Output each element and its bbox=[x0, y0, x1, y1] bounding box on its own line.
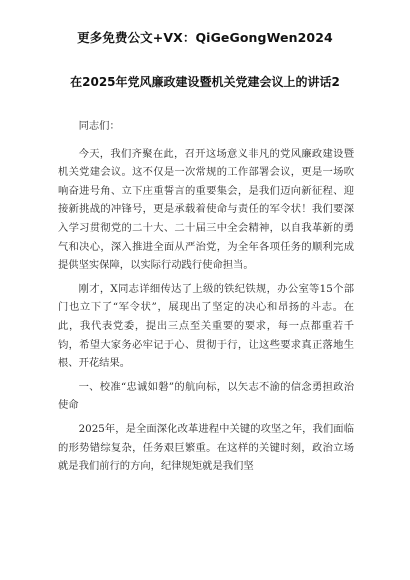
paragraph-section-1: 2025年，是全面深化改革进程中关键的攻坚之年，我们面临的形势错综复杂，任务艰巨繁重。在这样的关键时刻，政治立场就是我们前行的方向，纪律规矩就是我们坚 bbox=[58, 422, 354, 473]
document-body bbox=[58, 117, 354, 481]
promo-header: 更多免费公文+VX：QiGeGongWen2024 bbox=[77, 30, 333, 45]
section-heading-1: 一、校准“忠诚如磐”的航向标，以矢志不渝的信念勇担政治使命 bbox=[58, 380, 354, 412]
paragraph-intro: 今天，我们齐聚在此，召开这场意义非凡的党风廉政建设暨机关党建会议。这不仅是一次常规的工作部署会议，更是一场吹响奋进号角、立下庄重誓言的重要集会，是我们迈向新征程、迎接新挑战的冲锋号，更是承载着使命与责任的军令状！我们要深入学习贯彻党的二十大、二十届三中全会精神，以自我革新的勇气和决心，深入推进全面从严治党，为全年各项任务的顺利完成提供坚实保障，以实际行动践行使命担当。 bbox=[58, 147, 354, 272]
paragraph-requirements: 刚才，X同志详细传达了上级的铁纪铁规，办公室等15个部门也立下了“军令状”，展现出了坚定的决心和昂扬的斗志。在此，我代表党委，提出三点至关重要的要求，每一点都重若千钧，希望大家务必牢记于心、贯彻于行，让这些要求真正落地生根、开花结果。 bbox=[58, 282, 354, 370]
greeting: 同志们： bbox=[78, 120, 120, 132]
document-title: 在2025年党风廉政建设暨机关党建会议上的讲话2 bbox=[70, 75, 340, 89]
